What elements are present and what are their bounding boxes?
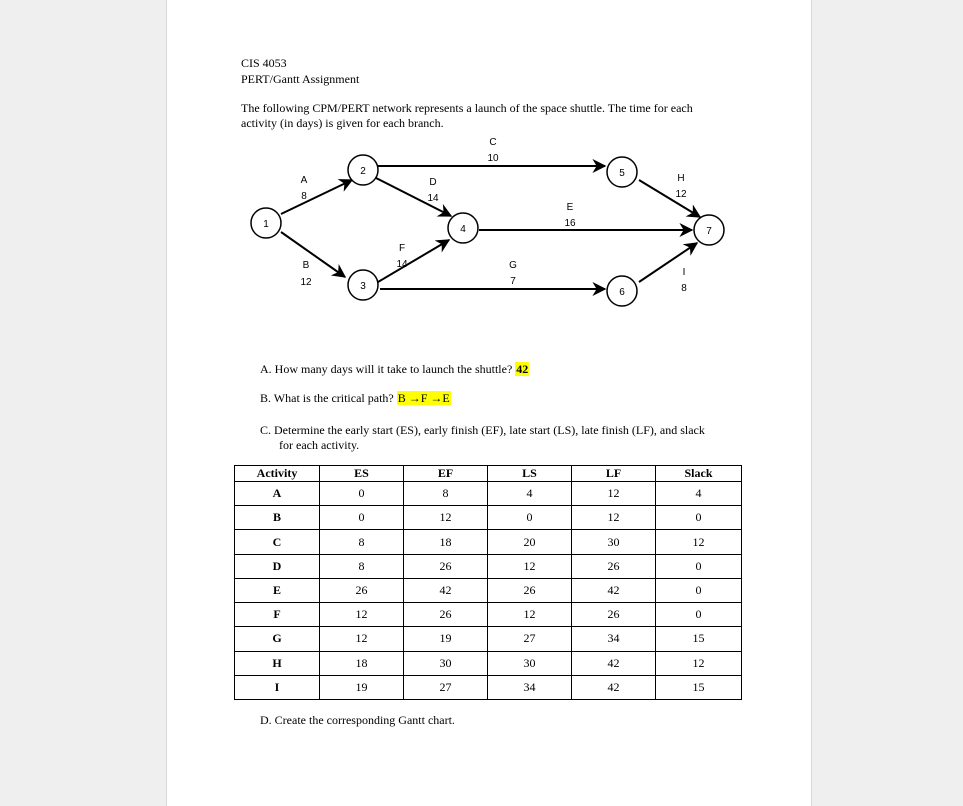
node-6-label: 6 xyxy=(619,287,625,298)
question-b xyxy=(260,391,451,406)
table-header-row xyxy=(235,466,742,482)
cell-activity: A xyxy=(235,482,320,506)
cell-slack: 15 xyxy=(656,675,742,699)
intro-line-2: activity (in days) is given for each branch. xyxy=(241,116,444,130)
header-ls: LS xyxy=(488,466,572,482)
cell-es: 12 xyxy=(320,627,404,651)
cell-ls: 26 xyxy=(488,578,572,602)
intro-line-1: The following CPM/PERT network represents a launch of the space shuttle. The time for each xyxy=(241,101,693,115)
question-a xyxy=(260,362,529,377)
activity-g-days: 7 xyxy=(510,276,516,287)
cell-activity: I xyxy=(235,675,320,699)
cell-lf: 26 xyxy=(572,603,656,627)
table-row xyxy=(235,506,742,530)
edge-i xyxy=(639,243,697,282)
cell-lf: 12 xyxy=(572,482,656,506)
cell-ef: 42 xyxy=(404,578,488,602)
cell-ls: 27 xyxy=(488,627,572,651)
question-b-text: B. What is the critical path? xyxy=(260,391,394,405)
cell-ef: 27 xyxy=(404,675,488,699)
cell-slack: 0 xyxy=(656,603,742,627)
cell-slack: 12 xyxy=(656,651,742,675)
cell-lf: 30 xyxy=(572,530,656,554)
edge-a xyxy=(281,180,352,214)
cell-ls: 12 xyxy=(488,554,572,578)
table-row xyxy=(235,603,742,627)
cell-lf: 34 xyxy=(572,627,656,651)
activity-d-label: D xyxy=(429,177,437,188)
question-b-answer: B →F →E xyxy=(397,391,450,405)
cell-es: 0 xyxy=(320,482,404,506)
activity-h-days: 12 xyxy=(675,189,687,200)
question-a-text: A. How many days will it take to launch the shuttle? xyxy=(260,362,513,376)
cell-activity: E xyxy=(235,578,320,602)
cell-activity: H xyxy=(235,651,320,675)
table-row xyxy=(235,530,742,554)
cell-ef: 12 xyxy=(404,506,488,530)
header-activity: Activity xyxy=(235,466,320,482)
cell-es: 19 xyxy=(320,675,404,699)
table-row xyxy=(235,651,742,675)
cell-slack: 4 xyxy=(656,482,742,506)
header-slack: Slack xyxy=(656,466,742,482)
activity-i-days: 8 xyxy=(681,283,687,294)
activity-e-days: 16 xyxy=(564,218,576,229)
cell-activity: F xyxy=(235,603,320,627)
table-row xyxy=(235,482,742,506)
question-c-line-1: C. Determine the early start (ES), early finish (EF), late start (LS), late finish (LF), and slack xyxy=(260,423,705,437)
node-4-label: 4 xyxy=(460,224,466,235)
question-d: D. Create the corresponding Gantt chart. xyxy=(260,713,455,727)
cell-slack: 0 xyxy=(656,578,742,602)
cell-ef: 19 xyxy=(404,627,488,651)
cell-es: 26 xyxy=(320,578,404,602)
edge-h xyxy=(639,180,700,217)
edge-b xyxy=(281,232,345,277)
cell-slack: 0 xyxy=(656,554,742,578)
cell-es: 0 xyxy=(320,506,404,530)
activity-a-label: A xyxy=(300,175,308,186)
activity-b-days: 12 xyxy=(300,277,312,288)
table-row xyxy=(235,627,742,651)
header-es: ES xyxy=(320,466,404,482)
activity-c-label: C xyxy=(489,137,497,148)
table-row xyxy=(235,554,742,578)
edge-f xyxy=(378,240,449,282)
assignment-title: PERT/Gantt Assignment xyxy=(241,72,360,86)
header-lf: LF xyxy=(572,466,656,482)
cell-es: 18 xyxy=(320,651,404,675)
cell-es: 8 xyxy=(320,530,404,554)
cell-ls: 34 xyxy=(488,675,572,699)
cell-ef: 26 xyxy=(404,603,488,627)
cell-activity: C xyxy=(235,530,320,554)
node-7-label: 7 xyxy=(706,226,712,237)
cell-lf: 42 xyxy=(572,578,656,602)
activity-b-label: B xyxy=(302,260,310,271)
node-5-label: 5 xyxy=(619,168,625,179)
activity-e-label: E xyxy=(566,202,574,213)
activity-i-label: I xyxy=(682,267,686,278)
activity-g-label: G xyxy=(509,260,517,271)
cell-activity: D xyxy=(235,554,320,578)
table-row xyxy=(235,675,742,699)
cell-es: 12 xyxy=(320,603,404,627)
cell-es: 8 xyxy=(320,554,404,578)
edge-d xyxy=(376,178,451,216)
activity-c-days: 10 xyxy=(487,153,499,164)
course-label: CIS 4053 xyxy=(241,56,287,70)
header-ef: EF xyxy=(404,466,488,482)
cell-activity: G xyxy=(235,627,320,651)
cell-lf: 12 xyxy=(572,506,656,530)
activity-a-days: 8 xyxy=(301,191,307,202)
cell-slack: 0 xyxy=(656,506,742,530)
cell-ef: 8 xyxy=(404,482,488,506)
cell-ls: 30 xyxy=(488,651,572,675)
cell-ls: 20 xyxy=(488,530,572,554)
cell-activity: B xyxy=(235,506,320,530)
cell-ls: 12 xyxy=(488,603,572,627)
cell-lf: 42 xyxy=(572,651,656,675)
question-c-line-2: for each activity. xyxy=(279,438,360,452)
node-1-label: 1 xyxy=(263,219,269,230)
cell-ls: 0 xyxy=(488,506,572,530)
cell-ef: 30 xyxy=(404,651,488,675)
cell-ef: 26 xyxy=(404,554,488,578)
cell-ls: 4 xyxy=(488,482,572,506)
activity-d-days: 14 xyxy=(427,193,439,204)
question-a-answer: 42 xyxy=(516,362,529,376)
cpm-schedule-table xyxy=(234,465,742,700)
table-row xyxy=(235,578,742,602)
node-3-label: 3 xyxy=(360,281,366,292)
cell-lf: 42 xyxy=(572,675,656,699)
cell-lf: 26 xyxy=(572,554,656,578)
node-2-label: 2 xyxy=(360,166,366,177)
cell-ef: 18 xyxy=(404,530,488,554)
activity-f-days: 14 xyxy=(396,259,408,270)
activity-h-label: H xyxy=(677,173,685,184)
cell-slack: 12 xyxy=(656,530,742,554)
cell-slack: 15 xyxy=(656,627,742,651)
activity-f-label: F xyxy=(398,243,406,254)
